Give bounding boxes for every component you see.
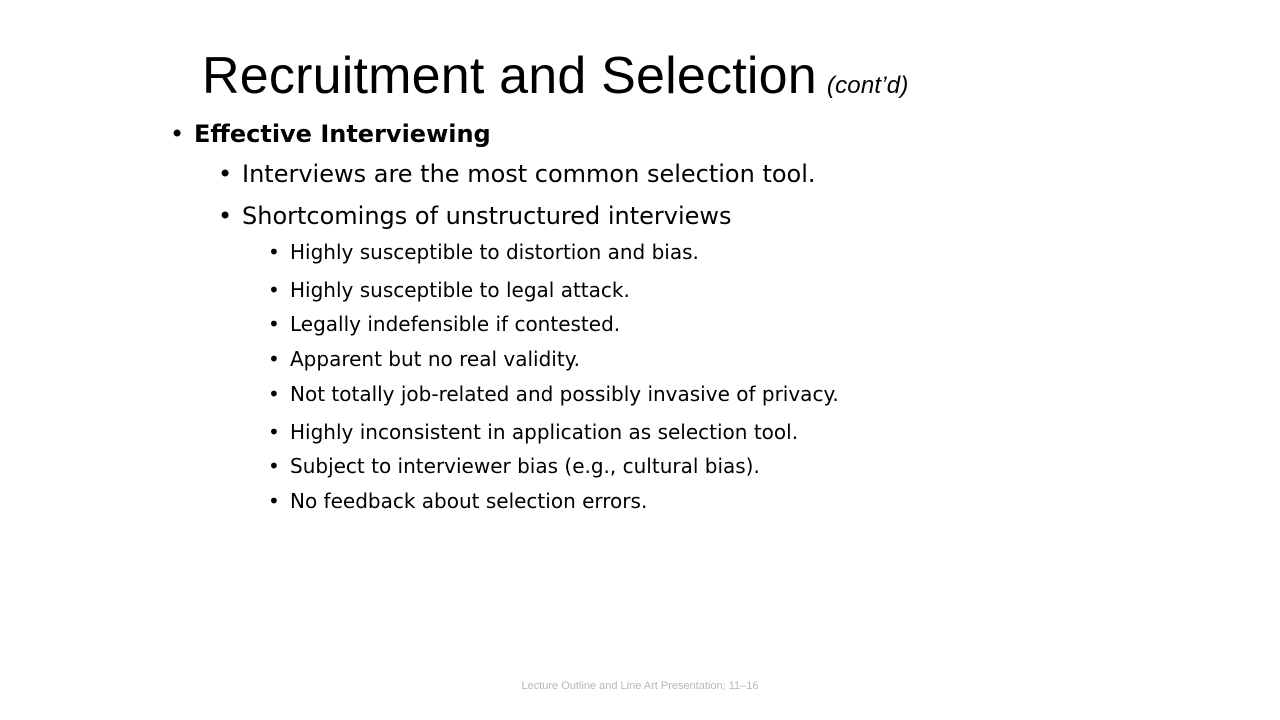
bullet-dot: • — [218, 160, 233, 188]
bullet-dot: • — [268, 420, 280, 444]
bullet-dot: • — [268, 489, 280, 513]
slide-footer: Lecture Outline and Line Art Presentation; 11–16 — [521, 680, 759, 692]
bullet-level3-item — [268, 418, 1068, 446]
bullet-level3-text: Legally indefensible if contested. — [290, 312, 621, 336]
bullet-dot: • — [268, 454, 280, 478]
bullet-level2-text: Interviews are the most common selection tool. — [242, 160, 816, 188]
bullet-level3-text: Highly inconsistent in application as selection tool. — [290, 420, 799, 444]
slide-title — [202, 44, 909, 118]
bullet-dot: • — [268, 347, 280, 371]
bullet-level3-item — [268, 380, 1068, 408]
bullet-heading-text: Effective Interviewing — [194, 120, 491, 148]
bullet-level3-item — [268, 276, 1068, 304]
bullet-dot: • — [170, 120, 185, 148]
bullet-level3-item — [268, 310, 1068, 338]
bullet-level3-item — [268, 238, 1068, 266]
bullet-level2-item — [218, 200, 1018, 232]
bullet-level3-text: Not totally job-related and possibly invasive of privacy. — [290, 382, 839, 406]
bullet-dot: • — [268, 312, 280, 336]
bullet-level3-text: Highly susceptible to legal attack. — [290, 278, 630, 302]
bullet-dot: • — [268, 278, 280, 302]
bullet-level3-text: Subject to interviewer bias (e.g., cultural bias). — [290, 454, 760, 478]
bullet-level3-item — [268, 452, 1068, 480]
bullet-level3-item — [268, 345, 1068, 373]
bullet-level3-item — [268, 487, 1068, 515]
bullet-heading — [170, 118, 870, 150]
slide-title-main: Recruitment and Selection — [202, 47, 817, 105]
slide-title-subtitle: (cont’d) — [826, 72, 909, 99]
bullet-dot: • — [268, 382, 280, 406]
bullet-dot: • — [218, 202, 233, 230]
bullet-level3-text: No feedback about selection errors. — [290, 489, 648, 513]
bullet-level2-text: Shortcomings of unstructured interviews — [242, 202, 732, 230]
bullet-level3-text: Apparent but no real validity. — [290, 347, 581, 371]
bullet-dot: • — [268, 240, 280, 264]
bullet-level3-text: Highly susceptible to distortion and bias. — [290, 240, 699, 264]
bullet-level2-item — [218, 158, 1018, 190]
